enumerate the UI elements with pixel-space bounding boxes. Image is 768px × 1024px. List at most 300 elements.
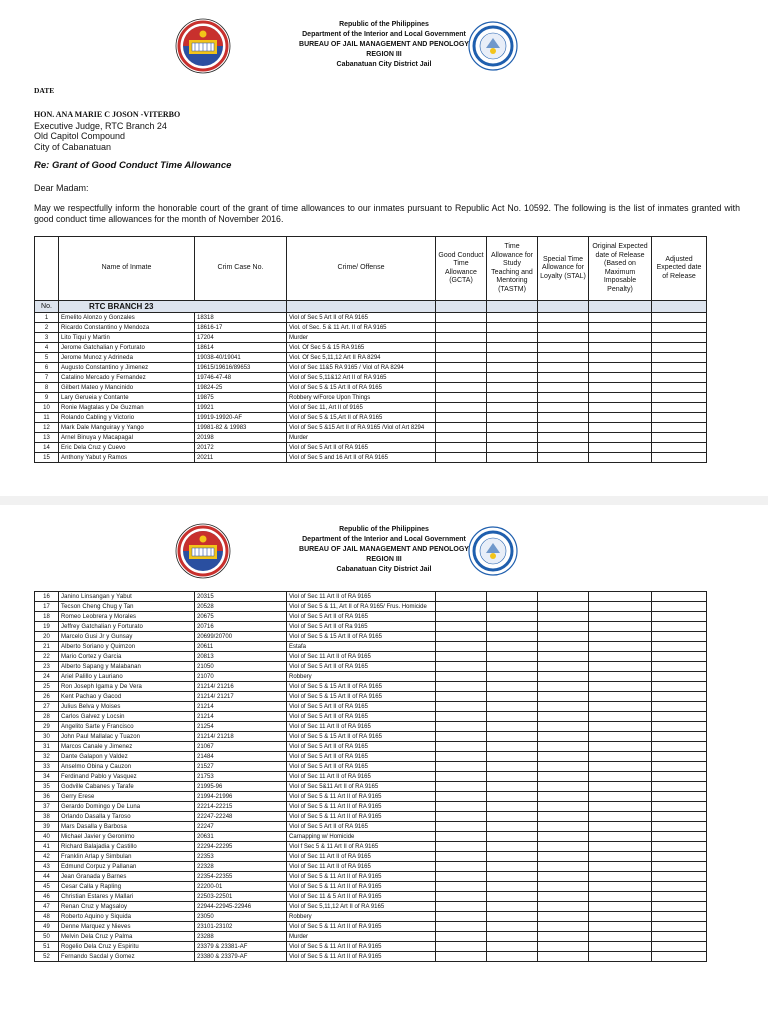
crim-case-no: 19981-82 & 19983 <box>195 423 287 433</box>
empty-cell <box>652 752 707 762</box>
table-row <box>35 423 707 433</box>
empty-cell <box>538 692 589 702</box>
crime-offense: Viol. Of Sec 5,11,12 Art II RA 8294 <box>287 353 436 363</box>
row-number: 51 <box>35 942 59 952</box>
row-number: 25 <box>35 682 59 692</box>
header-adjusted-release: Adjusted Expected date of Release <box>652 237 707 301</box>
empty-cell <box>589 363 652 373</box>
table-row <box>35 772 707 782</box>
letterhead-text <box>0 20 768 70</box>
crim-case-no: 21070 <box>195 672 287 682</box>
row-number: 21 <box>35 642 59 652</box>
crime-offense: Viol of Sec 5 & 15 Art II of RA 9165 <box>287 732 436 742</box>
inmate-name: Anselmo Obina y Cauzon <box>59 762 195 772</box>
crim-case-no: 23380 & 23379-AF <box>195 952 287 962</box>
crime-offense: Murder <box>287 932 436 942</box>
row-number: 2 <box>35 323 59 333</box>
row-number: 49 <box>35 922 59 932</box>
crim-case-no: 19615/19616/89653 <box>195 363 287 373</box>
header-line-2: Department of the Interior and Local Government <box>302 536 466 543</box>
empty-cell <box>487 802 538 812</box>
empty-cell <box>652 383 707 393</box>
empty-cell <box>487 882 538 892</box>
table-row <box>35 832 707 842</box>
empty-cell <box>487 782 538 792</box>
empty-cell <box>652 662 707 672</box>
inmate-name: Ronie Magtalas y De Guzman <box>59 403 195 413</box>
empty-cell <box>652 453 707 463</box>
crime-offense: Viol of Sec 11 Art II of RA 9165 <box>287 862 436 872</box>
crime-offense: Robbery <box>287 672 436 682</box>
crime-offense: Viol of Sec 5 Art II of RA 9165 <box>287 662 436 672</box>
empty-cell <box>589 662 652 672</box>
empty-cell <box>487 333 538 343</box>
empty-cell <box>589 862 652 872</box>
empty-cell <box>652 343 707 353</box>
empty-cell <box>487 393 538 403</box>
table-row <box>35 323 707 333</box>
inmate-name: Jeffrey Gatchalian y Forturato <box>59 622 195 632</box>
crim-case-no: 20528 <box>195 602 287 612</box>
crime-offense: Viol of Sec 5 & 15 Art II of RA 9165 <box>287 692 436 702</box>
empty-cell <box>538 902 589 912</box>
crime-offense: Viol of Sec 11 Art II of RA 9165 <box>287 592 436 602</box>
table-row <box>35 672 707 682</box>
empty-cell <box>538 852 589 862</box>
empty-cell <box>538 922 589 932</box>
empty-cell <box>436 413 487 423</box>
empty-cell <box>487 672 538 682</box>
empty-cell <box>652 862 707 872</box>
empty-cell <box>487 323 538 333</box>
empty-cell <box>487 842 538 852</box>
table-row <box>35 802 707 812</box>
table-row <box>35 682 707 692</box>
empty-cell <box>589 792 652 802</box>
empty-cell <box>487 922 538 932</box>
crim-case-no: 19919-19920-AF <box>195 413 287 423</box>
empty-cell <box>589 872 652 882</box>
crime-offense: Viol of Sec 5,11&12 Art II of RA 9165 <box>287 373 436 383</box>
empty-cell <box>589 902 652 912</box>
empty-cell <box>436 742 487 752</box>
inmate-name: Mark Dale Manguiray y Yango <box>59 423 195 433</box>
empty-cell <box>652 882 707 892</box>
header-line-5: Cabanatuan City District Jail <box>336 566 432 573</box>
empty-cell <box>487 403 538 413</box>
header-tastm: Time Allowance for Study Teaching and Mentoring (TASTM) <box>487 237 538 301</box>
empty-cell <box>652 762 707 772</box>
inmate-name: Julius Belva y Moises <box>59 702 195 712</box>
empty-cell <box>652 423 707 433</box>
crime-offense: Viol of Sec 5 & 11 Art II of RA 9165 <box>287 882 436 892</box>
header-name: Name of Inmate <box>59 237 195 301</box>
crim-case-no: 22294-22295 <box>195 842 287 852</box>
empty-cell <box>652 652 707 662</box>
inmate-name: Eric Dela Cruz y Cuevo <box>59 443 195 453</box>
empty-cell <box>589 802 652 812</box>
empty-cell <box>538 892 589 902</box>
inmate-name: Christian Estares y Mallari <box>59 892 195 902</box>
empty-cell <box>538 363 589 373</box>
crime-offense: Robbery w/Force Upon Things <box>287 393 436 403</box>
empty-cell <box>436 393 487 403</box>
empty-cell <box>538 353 589 363</box>
crim-case-no: 21214/ 21217 <box>195 692 287 702</box>
empty-cell <box>589 702 652 712</box>
crime-offense: Viol. of Sec. 5 & 11 Art. II of RA 9165 <box>287 323 436 333</box>
row-number: 34 <box>35 772 59 782</box>
empty-cell <box>589 592 652 602</box>
empty-cell <box>436 383 487 393</box>
empty-cell <box>538 612 589 622</box>
inmate-name: Ferdinand Pablo y Vasquez <box>59 772 195 782</box>
crime-offense: Viol of Sec 11, Art II of 9165 <box>287 403 436 413</box>
document-page-2 <box>0 505 768 1024</box>
empty-cell <box>436 772 487 782</box>
row-number: 19 <box>35 622 59 632</box>
inmate-name: Carlos Galvez y Locsin <box>59 712 195 722</box>
empty-cell <box>538 932 589 942</box>
inmate-name: Marcos Canale y Jimenez <box>59 742 195 752</box>
row-number: 6 <box>35 363 59 373</box>
empty-cell <box>652 772 707 782</box>
crim-case-no: 22214-22215 <box>195 802 287 812</box>
crim-case-no: 19875 <box>195 393 287 403</box>
empty-cell <box>436 782 487 792</box>
table-row <box>35 692 707 702</box>
empty-cell <box>487 822 538 832</box>
row-number: 44 <box>35 872 59 882</box>
row-number: 20 <box>35 632 59 642</box>
empty-cell <box>487 772 538 782</box>
header-no-blank <box>35 237 59 301</box>
empty-cell <box>436 612 487 622</box>
crime-offense: Viol of Sec 5,11,12 Art II of RA 9165 <box>287 902 436 912</box>
table-row <box>35 612 707 622</box>
table-row <box>35 942 707 952</box>
inmate-name: Mars Dasalla y Barbosa <box>59 822 195 832</box>
empty-cell <box>538 732 589 742</box>
row-number: 38 <box>35 812 59 822</box>
regional-seal-icon <box>468 526 518 576</box>
empty-cell <box>589 423 652 433</box>
table-row <box>35 732 707 742</box>
crime-offense: Viol of Sec 5 Art II of RA 9165 <box>287 752 436 762</box>
inmate-name: Rogelio Dela Cruz y Espiritu <box>59 942 195 952</box>
empty-cell <box>436 952 487 962</box>
empty-cell <box>652 892 707 902</box>
empty-cell <box>436 313 487 323</box>
empty-cell <box>538 672 589 682</box>
inmate-name: Godville Cabanes y Tarafe <box>59 782 195 792</box>
empty-cell <box>652 333 707 343</box>
crime-offense: Viol of Sec 5 Art II of RA 9165 <box>287 313 436 323</box>
empty-cell <box>487 792 538 802</box>
empty-cell <box>538 443 589 453</box>
empty-cell <box>487 952 538 962</box>
table-row <box>35 862 707 872</box>
crim-case-no: 23288 <box>195 932 287 942</box>
empty-cell <box>652 902 707 912</box>
empty-cell <box>436 423 487 433</box>
empty-cell <box>487 712 538 722</box>
row-number: 24 <box>35 672 59 682</box>
row-number: 41 <box>35 842 59 852</box>
letter-body: May we respectfully inform the honorable court of the grant of time allowances to our inmates pursuant to Republic Act No. 10592. The following is the list of inmates granted with good conduct time allowances for the month of November 2016. <box>34 203 740 224</box>
table-row <box>35 403 707 413</box>
section-cell <box>436 301 487 313</box>
inmate-name: Lary Gerueia y Contante <box>59 393 195 403</box>
empty-cell <box>652 433 707 443</box>
header-line-3: BUREAU OF JAIL MANAGEMENT AND PENOLOGY <box>299 41 469 48</box>
row-number: 47 <box>35 902 59 912</box>
crim-case-no: 19746-47-48 <box>195 373 287 383</box>
row-number: 30 <box>35 732 59 742</box>
table-row <box>35 702 707 712</box>
empty-cell <box>487 742 538 752</box>
inmate-name: Michael Javier y Geronimo <box>59 832 195 842</box>
empty-cell <box>436 882 487 892</box>
table-row <box>35 592 707 602</box>
crime-offense: Estafa <box>287 642 436 652</box>
row-number: 5 <box>35 353 59 363</box>
header-line-4: REGION III <box>366 51 402 58</box>
row-number: 43 <box>35 862 59 872</box>
empty-cell <box>487 892 538 902</box>
empty-cell <box>538 752 589 762</box>
empty-cell <box>436 333 487 343</box>
inmate-name: Denne Marquez y Nieves <box>59 922 195 932</box>
empty-cell <box>589 892 652 902</box>
empty-cell <box>652 842 707 852</box>
empty-cell <box>652 403 707 413</box>
table-row <box>35 822 707 832</box>
empty-cell <box>538 702 589 712</box>
crim-case-no: 22944-22945-22946 <box>195 902 287 912</box>
crim-case-no: 19824-25 <box>195 383 287 393</box>
crim-case-no: 20675 <box>195 612 287 622</box>
row-number: 18 <box>35 612 59 622</box>
empty-cell <box>589 822 652 832</box>
row-number: 8 <box>35 383 59 393</box>
table-row <box>35 892 707 902</box>
section-cell <box>487 301 538 313</box>
table-row <box>35 443 707 453</box>
crim-case-no: 22503-22501 <box>195 892 287 902</box>
subject-line: Re: Grant of Good Conduct Time Allowance <box>34 160 232 171</box>
header-gcta: Good Conduct Time Allowance (GCTA) <box>436 237 487 301</box>
empty-cell <box>589 732 652 742</box>
empty-cell <box>538 383 589 393</box>
inmate-name: Cesar Calla y Rapling <box>59 882 195 892</box>
empty-cell <box>436 433 487 443</box>
empty-cell <box>538 862 589 872</box>
empty-cell <box>436 323 487 333</box>
table-row <box>35 413 707 423</box>
table-row <box>35 642 707 652</box>
empty-cell <box>652 802 707 812</box>
inmate-name: Mario Cortez y Garcia <box>59 652 195 662</box>
section-cell <box>538 301 589 313</box>
empty-cell <box>652 692 707 702</box>
empty-cell <box>652 732 707 742</box>
empty-cell <box>589 672 652 682</box>
empty-cell <box>436 912 487 922</box>
empty-cell <box>538 323 589 333</box>
empty-cell <box>487 872 538 882</box>
empty-cell <box>487 852 538 862</box>
empty-cell <box>487 692 538 702</box>
table-row <box>35 712 707 722</box>
table-row <box>35 363 707 373</box>
empty-cell <box>538 782 589 792</box>
inmate-name: Gerry Erese <box>59 792 195 802</box>
table-row <box>35 952 707 962</box>
empty-cell <box>436 922 487 932</box>
row-number: 33 <box>35 762 59 772</box>
empty-cell <box>589 453 652 463</box>
inmate-name: Gerardo Domingo y De Luna <box>59 802 195 812</box>
row-number: 15 <box>35 453 59 463</box>
empty-cell <box>589 952 652 962</box>
empty-cell <box>436 942 487 952</box>
crim-case-no: 21214/ 21216 <box>195 682 287 692</box>
empty-cell <box>487 832 538 842</box>
empty-cell <box>589 622 652 632</box>
empty-cell <box>436 842 487 852</box>
table-row <box>35 872 707 882</box>
regional-seal-icon <box>468 21 518 71</box>
inmate-name: Roberto Aquino y Siquida <box>59 912 195 922</box>
empty-cell <box>436 682 487 692</box>
row-number: 32 <box>35 752 59 762</box>
crim-case-no: 21527 <box>195 762 287 772</box>
empty-cell <box>538 722 589 732</box>
empty-cell <box>436 852 487 862</box>
empty-cell <box>589 313 652 323</box>
row-number: 48 <box>35 912 59 922</box>
empty-cell <box>538 642 589 652</box>
empty-cell <box>652 702 707 712</box>
inmate-name: Edmund Corpuz y Pallanan <box>59 862 195 872</box>
empty-cell <box>589 932 652 942</box>
empty-cell <box>436 622 487 632</box>
crim-case-no: 22328 <box>195 862 287 872</box>
table-row <box>35 313 707 323</box>
table-row <box>35 393 707 403</box>
empty-cell <box>538 872 589 882</box>
empty-cell <box>538 413 589 423</box>
crim-case-no: 23379 & 23381-AF <box>195 942 287 952</box>
crim-case-no: 20611 <box>195 642 287 652</box>
table-row <box>35 433 707 443</box>
crime-offense: Murder <box>287 433 436 443</box>
empty-cell <box>487 612 538 622</box>
inmate-name: Lito Tiqui y Martin <box>59 333 195 343</box>
row-number: 35 <box>35 782 59 792</box>
table-row <box>35 792 707 802</box>
empty-cell <box>652 622 707 632</box>
empty-cell <box>487 912 538 922</box>
crim-case-no: 21214 <box>195 702 287 712</box>
date-label: DATE <box>34 86 55 95</box>
empty-cell <box>538 812 589 822</box>
crim-case-no: 19038-40/19041 <box>195 353 287 363</box>
inmate-name: Arnel Binuya y Macapagal <box>59 433 195 443</box>
header-line-5: Cabanatuan City District Jail <box>336 61 432 68</box>
table-row <box>35 632 707 642</box>
empty-cell <box>487 942 538 952</box>
empty-cell <box>652 672 707 682</box>
letterhead <box>0 18 768 80</box>
crim-case-no: 21995-96 <box>195 782 287 792</box>
row-number: 46 <box>35 892 59 902</box>
empty-cell <box>538 652 589 662</box>
empty-cell <box>487 732 538 742</box>
empty-cell <box>652 682 707 692</box>
empty-cell <box>652 822 707 832</box>
crime-offense: Viol f Sec 5 & 11 Art II of RA 9165 <box>287 842 436 852</box>
page-divider <box>0 496 768 505</box>
table-row <box>35 652 707 662</box>
row-number: 7 <box>35 373 59 383</box>
section-label: RTC BRANCH 23 <box>59 301 287 313</box>
empty-cell <box>589 612 652 622</box>
inmate-name: Angelito Sarte y Francisco <box>59 722 195 732</box>
empty-cell <box>538 662 589 672</box>
empty-cell <box>652 792 707 802</box>
empty-cell <box>538 712 589 722</box>
crim-case-no: 21214/ 21218 <box>195 732 287 742</box>
empty-cell <box>589 642 652 652</box>
crim-case-no: 22200-01 <box>195 882 287 892</box>
empty-cell <box>436 343 487 353</box>
table-row <box>35 453 707 463</box>
empty-cell <box>538 792 589 802</box>
table-row <box>35 662 707 672</box>
table-row <box>35 622 707 632</box>
inmate-name: Augusto Constantino y Jimenez <box>59 363 195 373</box>
empty-cell <box>436 862 487 872</box>
empty-cell <box>589 692 652 702</box>
crime-offense: Viol of Sec 5 Art II of RA 9165 <box>287 742 436 752</box>
crime-offense: Viol of Sec 5 & 11 Art II of RA 9165 <box>287 922 436 932</box>
document-page-1 <box>0 0 768 496</box>
crim-case-no: 18616-17 <box>195 323 287 333</box>
table-row <box>35 383 707 393</box>
empty-cell <box>589 742 652 752</box>
table-row <box>35 373 707 383</box>
inmate-name: Janino Linsangan y Yabut <box>59 592 195 602</box>
crime-offense: Viol of Sec 5 & 15,Art II of RA 9165 <box>287 413 436 423</box>
empty-cell <box>652 952 707 962</box>
row-number: 26 <box>35 692 59 702</box>
crime-offense: Carnapping w/ Homicide <box>287 832 436 842</box>
empty-cell <box>436 652 487 662</box>
crime-offense: Viol of Sec 5&11 Art II of RA 9165 <box>287 782 436 792</box>
crime-offense: Viol of Sec 5 Art II of RA 9165 <box>287 702 436 712</box>
letterhead <box>0 523 768 585</box>
crim-case-no: 22247 <box>195 822 287 832</box>
empty-cell <box>538 602 589 612</box>
empty-cell <box>652 592 707 602</box>
inmate-name: Orlando Dasalla y Taroso <box>59 812 195 822</box>
crime-offense: Viol of Sec 5 & 15 Art II of RA 9165 <box>287 632 436 642</box>
empty-cell <box>538 343 589 353</box>
empty-cell <box>589 842 652 852</box>
empty-cell <box>487 453 538 463</box>
